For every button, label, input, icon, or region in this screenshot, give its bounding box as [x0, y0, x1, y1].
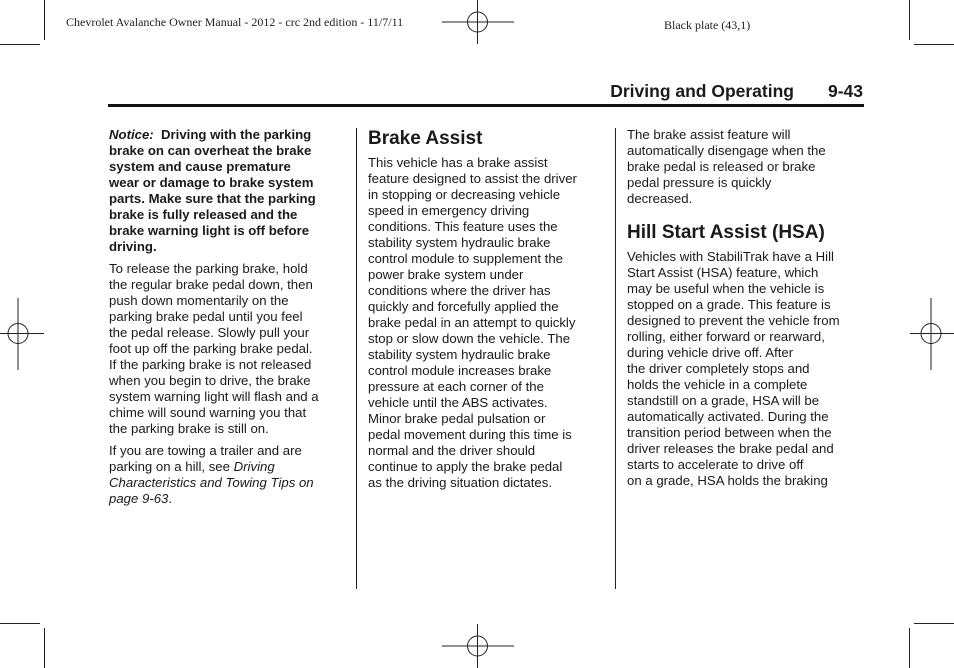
crop-mark	[914, 623, 954, 624]
text-line: stability system hydraulic brake	[368, 347, 551, 362]
release-parking-brake-paragraph	[109, 261, 349, 437]
text-line: transition period between when the	[627, 425, 832, 440]
registration-mark-left	[0, 298, 44, 370]
text-line: driver releases the brake pedal and	[627, 441, 834, 456]
text-line: brake pedal in an attempt to quickly	[368, 315, 576, 330]
text-line: system warning light will flash and a	[109, 389, 319, 404]
text-line: conditions where the driver has	[368, 283, 551, 298]
text-line: during vehicle drive off. After	[627, 345, 794, 360]
text-line: continue to apply the brake pedal	[368, 459, 563, 474]
brake-assist-paragraph	[368, 155, 608, 491]
hill-start-assist-heading: Hill Start Assist (HSA)	[627, 222, 825, 243]
text-line: pedal movement during this time is	[368, 427, 572, 442]
notice-line: Driving with the parking	[161, 127, 312, 142]
text-line: control module to supplement the	[368, 251, 563, 266]
text-line: automatically disengage when the	[627, 143, 826, 158]
crop-mark	[44, 628, 45, 668]
crop-mark	[44, 0, 45, 40]
text-line: the regular brake pedal down, then	[109, 277, 313, 292]
column-divider	[356, 128, 357, 589]
notice-line: parts. Make sure that the parking	[109, 191, 316, 206]
notice-line: brake on can overheat the brake	[109, 143, 312, 158]
cross-reference-link[interactable]: page 9-63	[109, 491, 169, 506]
text-line: the pedal release. Slowly pull your	[109, 325, 310, 340]
cross-reference-link[interactable]: Characteristics and Towing Tips on	[109, 475, 314, 490]
notice-line: brake is fully released and the	[109, 207, 298, 222]
text-line: vehicle until the ABS activates.	[368, 395, 548, 410]
column-middle	[368, 127, 608, 497]
hill-start-assist-paragraph	[627, 249, 867, 489]
text-line: pressure at each corner of the	[368, 379, 544, 394]
brake-assist-heading: Brake Assist	[368, 128, 483, 149]
section-title: Driving and Operating	[610, 81, 794, 101]
text-line: stability system hydraulic brake	[368, 235, 551, 250]
section-header	[108, 80, 864, 107]
text-line: To release the parking brake, hold	[109, 261, 308, 276]
crop-mark	[0, 44, 40, 45]
text-line: standstill on a grade, HSA will be	[627, 393, 820, 408]
text-line: push down momentarily on the	[109, 293, 289, 308]
text-line: may be useful when the vehicle is	[627, 281, 825, 296]
text-line: the driver completely stops and	[627, 361, 810, 376]
towing-paragraph	[109, 443, 349, 507]
text-line: foot up off the parking brake pedal.	[109, 341, 313, 356]
crop-mark	[914, 44, 954, 45]
text-line: in stopping or decreasing vehicle	[368, 187, 561, 202]
text-line: Vehicles with StabiliTrak have a Hill	[627, 249, 834, 264]
brake-assist-disengage-paragraph	[627, 127, 867, 207]
text-line: power brake system under	[368, 267, 524, 282]
text-line: conditions. This feature uses the	[368, 219, 558, 234]
plate-info: Black plate (43,1)	[664, 18, 751, 32]
text-line: the parking brake is still on.	[109, 421, 269, 436]
registration-mark-top	[442, 0, 514, 44]
text-line: holds the vehicle in a complete	[627, 377, 808, 392]
text-line: brake pedal is released or brake	[627, 159, 816, 174]
text-line: This vehicle has a brake assist	[368, 155, 548, 170]
notice-line: driving.	[109, 239, 157, 254]
text-line: Start Assist (HSA) feature, which	[627, 265, 819, 280]
notice-line: brake warning light is off before	[109, 223, 310, 238]
registration-mark-right	[910, 298, 954, 370]
text-line: rolling, either forward or rearward,	[627, 329, 825, 344]
notice-paragraph	[109, 127, 349, 255]
manual-info: Chevrolet Avalanche Owner Manual - 2012 - crc 2nd edition - 11/7/11	[66, 15, 404, 29]
text-line: speed in emergency driving	[368, 203, 530, 218]
cross-reference-link[interactable]: Driving	[233, 459, 275, 474]
text-line: automatically activated. During the	[627, 409, 829, 424]
notice-line: wear or damage to brake system	[109, 175, 314, 190]
text-line: The brake assist feature will	[627, 127, 791, 142]
text-line: pedal pressure is quickly	[627, 175, 772, 190]
text-line: decreased.	[627, 191, 693, 206]
notice-label: Notice:	[109, 127, 154, 142]
text-line: control module increases brake	[368, 363, 552, 378]
text-line: normal and the driver should	[368, 443, 536, 458]
text-line: as the driving situation dictates.	[368, 475, 552, 490]
text-line: parking brake pedal until you feel	[109, 309, 303, 324]
text-line: stop or slow down the vehicle. The	[368, 331, 571, 346]
text-line: starts to accelerate to drive off	[627, 457, 804, 472]
column-right	[627, 127, 867, 495]
registration-mark-bottom	[442, 624, 514, 668]
text-segment: parking on a hill, see	[109, 459, 234, 474]
notice-line: system and cause premature	[109, 159, 291, 174]
text-segment: .	[168, 491, 173, 506]
crop-mark	[909, 628, 910, 668]
text-line: feature designed to assist the driver	[368, 171, 577, 186]
crop-mark	[909, 0, 910, 40]
column-left	[109, 127, 349, 513]
column-divider	[615, 128, 616, 589]
page-number: 9-43	[827, 81, 863, 101]
text-line: Minor brake pedal pulsation or	[368, 411, 546, 426]
text-line: quickly and forcefully applied the	[368, 299, 559, 314]
text-line: stopped on a grade. This feature is	[627, 297, 831, 312]
crop-mark	[0, 623, 40, 624]
text-line: when you begin to drive, the brake	[109, 373, 311, 388]
text-line: designed to prevent the vehicle from	[627, 313, 840, 328]
text-line: If you are towing a trailer and are	[109, 443, 302, 458]
text-line: chime will sound warning you that	[109, 405, 307, 420]
text-line: If the parking brake is not released	[109, 357, 312, 372]
text-line: on a grade, HSA holds the braking	[627, 473, 828, 488]
